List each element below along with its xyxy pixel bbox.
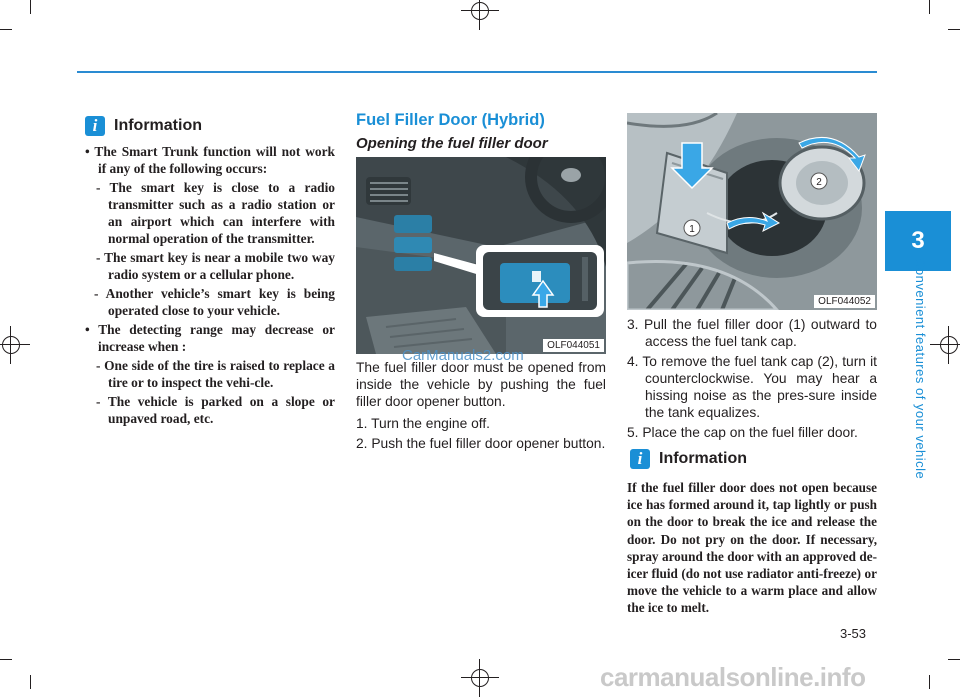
callout-2: 2	[816, 177, 822, 188]
info-heading-text: Information	[114, 117, 202, 134]
list-item: • The detecting range may decrease or increase when :	[85, 322, 335, 354]
fuel-door-ice-info: If the fuel filler door does not open because ice has formed around it, tap lightly or push on the door to break the ice and release the door. Do not pry on the door. If necessary, spray around the door with an approved de-icer fluid (do not use radiator anti-freeze) or move the vehicle to a warm place and allow the ice to melt.	[627, 480, 877, 616]
chapter-number: 3	[911, 227, 925, 254]
dashboard-figure	[356, 157, 606, 354]
list-item: - One side of the tire is raised to replace a tire or to inspect the vehi-cle.	[96, 358, 335, 390]
registration-mark	[0, 334, 22, 356]
info-heading	[85, 116, 202, 136]
step-item: 5. Place the cap on the fuel filler door.	[627, 425, 858, 440]
callout-1: 1	[689, 224, 695, 235]
steps-right	[627, 316, 877, 444]
crop-mark	[30, 675, 31, 689]
list-item: - The vehicle is parked on a slope or unpaved road, etc.	[96, 394, 335, 426]
list-item: - The smart key is close to a radio transmitter such as a radio station or an airport which can interfere with normal operation of the transmitter.	[96, 180, 336, 246]
header-rule	[77, 71, 877, 73]
step-item: 2. Push the fuel filler door opener button.	[356, 436, 606, 451]
page-number: 3-53	[840, 626, 867, 641]
fuel-door-figure	[627, 113, 877, 310]
list-item: - The smart key is near a mobile two way radio system or a cellular phone.	[96, 250, 335, 282]
registration-mark	[469, 667, 491, 689]
crop-mark	[948, 659, 960, 660]
info-icon: i	[85, 116, 105, 136]
step-item: 3. Pull the fuel filler door (1) outward to access the fuel tank cap.	[627, 317, 877, 349]
info-heading	[630, 449, 747, 469]
figure-caption: OLF044051	[543, 339, 604, 352]
fuel-door-illustration	[627, 113, 877, 310]
watermark: carmanualsonline.info	[600, 662, 866, 692]
smart-trunk-info	[77, 143, 335, 429]
crop-mark	[948, 29, 960, 30]
step-item: 4. To remove the fuel tank cap (2), turn it counterclockwise. You may hear a hissing noise as the pres-sure inside the tank equalizes.	[627, 354, 877, 420]
watermark: CarManuals2.com	[402, 347, 524, 364]
figure-caption: OLF044052	[814, 295, 875, 308]
subsection-title: Opening the fuel filler door	[356, 135, 548, 152]
intro-text: The fuel filler door must be opened from inside the vehicle by pushing the fuel filler door opener button. 1. Turn the engine off. 2. Push the fuel filler door opener button.	[356, 360, 606, 451]
registration-mark	[469, 0, 491, 22]
registration-mark	[938, 334, 960, 356]
crop-mark	[30, 0, 31, 14]
list-item: - Another vehicle’s smart key is being operated close to your vehicle.	[94, 286, 335, 318]
step-item: 1. Turn the engine off.	[356, 416, 490, 431]
crop-mark	[0, 659, 12, 660]
list-item: • The Smart Trunk function will not work if any of the following occurs:	[85, 144, 335, 176]
dashboard-illustration	[356, 157, 606, 354]
crop-mark	[929, 675, 930, 689]
crop-mark	[0, 29, 12, 30]
info-icon: i	[630, 449, 650, 469]
info-heading-text: Information	[659, 450, 747, 467]
chapter-title: Convenient features of your vehicle	[913, 258, 928, 480]
crop-mark	[929, 0, 930, 14]
section-title: Fuel Filler Door (Hybrid)	[356, 111, 545, 129]
